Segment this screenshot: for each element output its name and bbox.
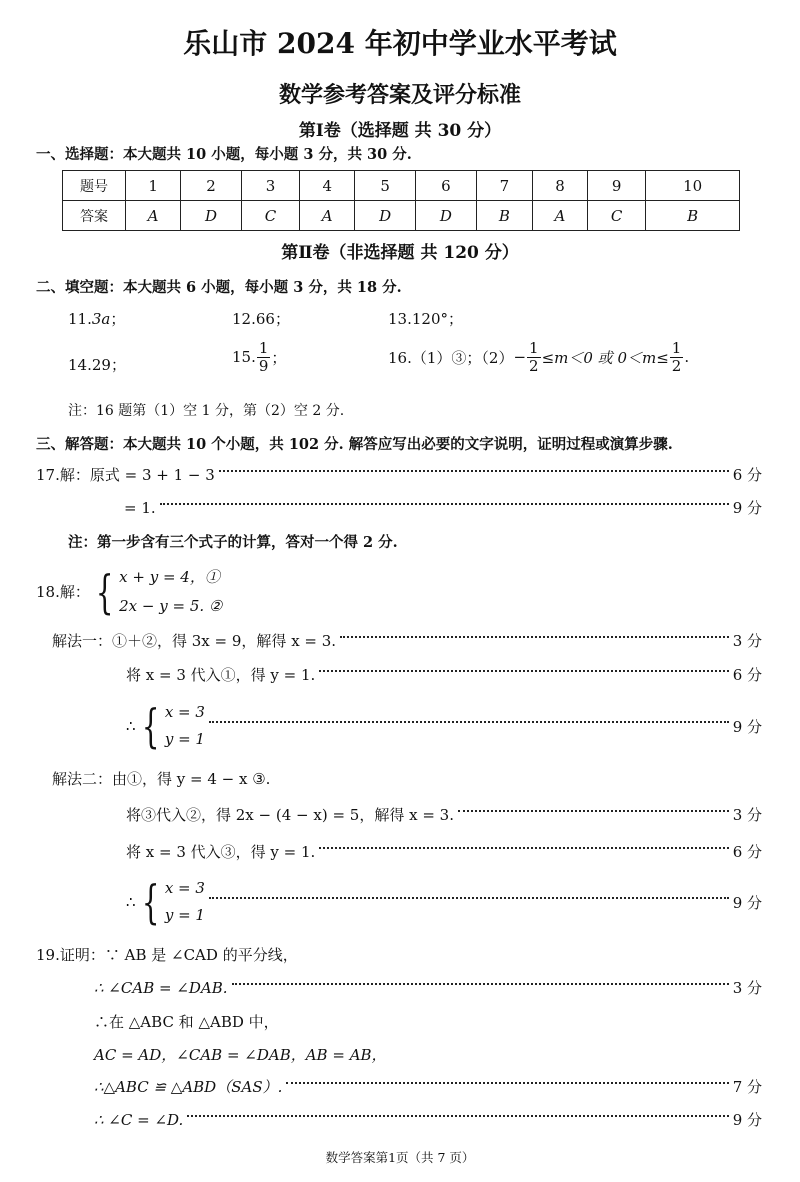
section-two-heading: 二、填空题：本大题共 6 小题，每小题 3 分，共 18 分. [36, 279, 402, 296]
q16-middle: ≤m＜0 或 0＜m≤ [541, 348, 669, 367]
answer-table [62, 170, 740, 231]
document-title: 乐山市 2024 年初中学业水平考试 [183, 27, 617, 60]
table-cell-number: 10 [646, 171, 740, 201]
solution-y: y = 1 [164, 906, 205, 924]
score-label: 9 分 [732, 499, 762, 517]
table-row-label: 题号 [63, 171, 126, 201]
score-label: 6 分 [732, 466, 762, 484]
score-label: 3 分 [732, 806, 762, 824]
q16-numerator-2: 1 [671, 339, 682, 357]
q19-step-6: ∴ ∠C = ∠D. [94, 1110, 184, 1129]
q18-label: 18.解： [36, 583, 90, 601]
q19-line-3: ∴在 △ABC 和 △ABD 中， [94, 1013, 279, 1031]
table-row-answers [63, 201, 740, 231]
q15-label: 15. [232, 348, 256, 366]
answer-q12: 12.66； [232, 310, 290, 328]
therefore-symbol: ∴ [126, 717, 136, 735]
q16-label: 16.（1）③；（2） [388, 348, 514, 367]
dot-leader [286, 1082, 728, 1084]
section-three-heading: 三、解答题：本大题共 10 个小题，共 102 分. 解答应写出必要的文字说明，证明过程或演算步骤. [36, 436, 673, 453]
answer-q15 [232, 340, 286, 374]
q16-numerator-1: 1 [529, 339, 539, 357]
solution-x: x = 3 [164, 703, 205, 721]
answer-q14: 14.29； [68, 356, 126, 374]
dot-leader [209, 721, 729, 723]
table-cell-answer: C [241, 201, 299, 231]
score-label: 3 分 [732, 632, 762, 650]
q18-method2-label: 解法二：由①，得 y = 4 − x ③. [52, 770, 271, 788]
table-cell-answer: A [300, 201, 355, 231]
q17-expression: 17.解：原式 = 3 + 1 − 3 [36, 466, 215, 484]
score-label: 6 分 [732, 666, 762, 684]
q17-line-1 [36, 464, 762, 485]
table-cell-number: 4 [300, 171, 355, 201]
table-cell-number: 2 [181, 171, 242, 201]
answer-q16 [388, 340, 689, 374]
q18-equations [119, 563, 222, 620]
q16-end: . [684, 348, 690, 366]
score-label: 9 分 [732, 893, 762, 912]
q19-step-2: ∴ ∠CAB = ∠DAB. [94, 978, 228, 997]
table-cell-number: 5 [355, 171, 416, 201]
q18-method2-step1: 将③代入②，得 2x − (4 − x) = 5，解得 x = 3. [126, 806, 454, 824]
table-row-label: 答案 [63, 201, 126, 231]
q19-step-5: ∴△ABC ≌ △ABD（SAS）. [94, 1078, 283, 1096]
q11-end: ； [110, 310, 126, 328]
q18-method1-line-1 [52, 630, 762, 651]
volume-one-heading: 第Ⅰ卷（选择题 共 30 分） [298, 121, 502, 141]
q15-numerator: 1 [258, 339, 269, 357]
q15-end: ； [271, 348, 287, 367]
q19-line-6 [94, 1109, 762, 1130]
dot-leader [160, 503, 729, 505]
q19-line-1: 19.证明：∵ AB 是 ∠CAD 的平分线， [36, 946, 298, 964]
therefore-symbol: ∴ [126, 893, 136, 911]
table-cell-number: 1 [126, 171, 181, 201]
table-cell-answer: C [588, 201, 646, 231]
q18-method2-line-1 [126, 804, 762, 825]
solution-x: x = 3 [164, 879, 205, 897]
volume-two-heading: 第Ⅱ卷（非选择题 共 120 分） [281, 243, 519, 263]
dot-leader [319, 847, 728, 849]
answer-q13: 13.120°； [388, 310, 463, 328]
fill-note: 注：16 题第（1）空 1 分，第（2）空 2 分. [68, 403, 345, 419]
q18-equation-1: x + y = 4，① [119, 568, 220, 586]
solution-y: y = 1 [164, 730, 205, 748]
section-one-heading: 一、选择题：本大题共 10 小题，每小题 3 分，共 30 分. [36, 146, 412, 163]
q15-fraction [257, 340, 271, 374]
q17-line-2 [124, 497, 762, 518]
q18-method2-step2: 将 x = 3 代入③，得 y = 1. [126, 843, 316, 861]
q18-method1-step2: 将 x = 3 代入①，得 y = 1. [126, 666, 316, 684]
q15-denominator: 9 [258, 356, 269, 375]
table-cell-answer: B [646, 201, 740, 231]
score-label: 7 分 [732, 1078, 762, 1096]
q17-note: 注：第一步含有三个式子的计算，答对一个得 2 分. [68, 534, 398, 551]
table-row-numbers [63, 171, 740, 201]
q19-line-5 [94, 1076, 762, 1097]
dot-leader [219, 470, 729, 472]
q16-fraction-2 [670, 340, 684, 374]
dot-leader [209, 897, 729, 899]
q18-equation-2: 2x − y = 5. ② [119, 596, 223, 615]
solution-system [165, 699, 205, 753]
q18-method2-solution [126, 874, 762, 930]
dot-leader [319, 670, 728, 672]
dot-leader [458, 810, 729, 812]
q16-denominator-1: 2 [529, 356, 539, 375]
table-cell-answer: D [355, 201, 416, 231]
brace-symbol: { [95, 564, 114, 619]
solution-system [165, 875, 205, 929]
q18-method2-line-2 [126, 841, 762, 862]
q16-fraction-1 [527, 340, 541, 374]
answer-q11 [68, 308, 125, 329]
table-cell-answer: D [181, 201, 242, 231]
table-cell-answer: D [416, 201, 477, 231]
q17-result: = 1. [124, 498, 156, 517]
table-cell-answer: B [476, 201, 532, 231]
q16-denominator-2: 2 [671, 356, 682, 375]
table-cell-number: 9 [588, 171, 646, 201]
score-label: 6 分 [732, 843, 762, 861]
q18-method1-step1: 解法一：①＋②，得 3x = 9，解得 x = 3. [52, 632, 337, 650]
page-footer: 数学答案第1页（共 7 页） [325, 1150, 475, 1165]
q16-negative: − [513, 348, 527, 366]
table-cell-number: 7 [476, 171, 532, 201]
q11-label: 11. [68, 310, 92, 328]
score-label: 9 分 [732, 717, 762, 736]
q18-method1-line-2 [126, 664, 762, 685]
document-subtitle: 数学参考答案及评分标准 [278, 82, 521, 108]
table-cell-number: 8 [532, 171, 587, 201]
table-cell-answer: A [532, 201, 587, 231]
score-label: 9 分 [732, 1111, 762, 1129]
q18-method1-solution [126, 698, 762, 754]
table-cell-number: 3 [241, 171, 299, 201]
q19-line-2 [94, 977, 762, 998]
q18-system [36, 563, 222, 620]
dot-leader [232, 983, 729, 985]
brace-symbol: { [141, 875, 159, 929]
brace-symbol: { [141, 699, 159, 753]
table-cell-number: 6 [416, 171, 477, 201]
dot-leader [187, 1115, 728, 1117]
q19-line-4: AC = AD，∠CAB = ∠DAB，AB = AB， [94, 1046, 387, 1064]
table-cell-answer: A [126, 201, 181, 231]
q11-value: 3a [91, 310, 111, 328]
dot-leader [340, 636, 729, 638]
score-label: 3 分 [732, 979, 762, 997]
